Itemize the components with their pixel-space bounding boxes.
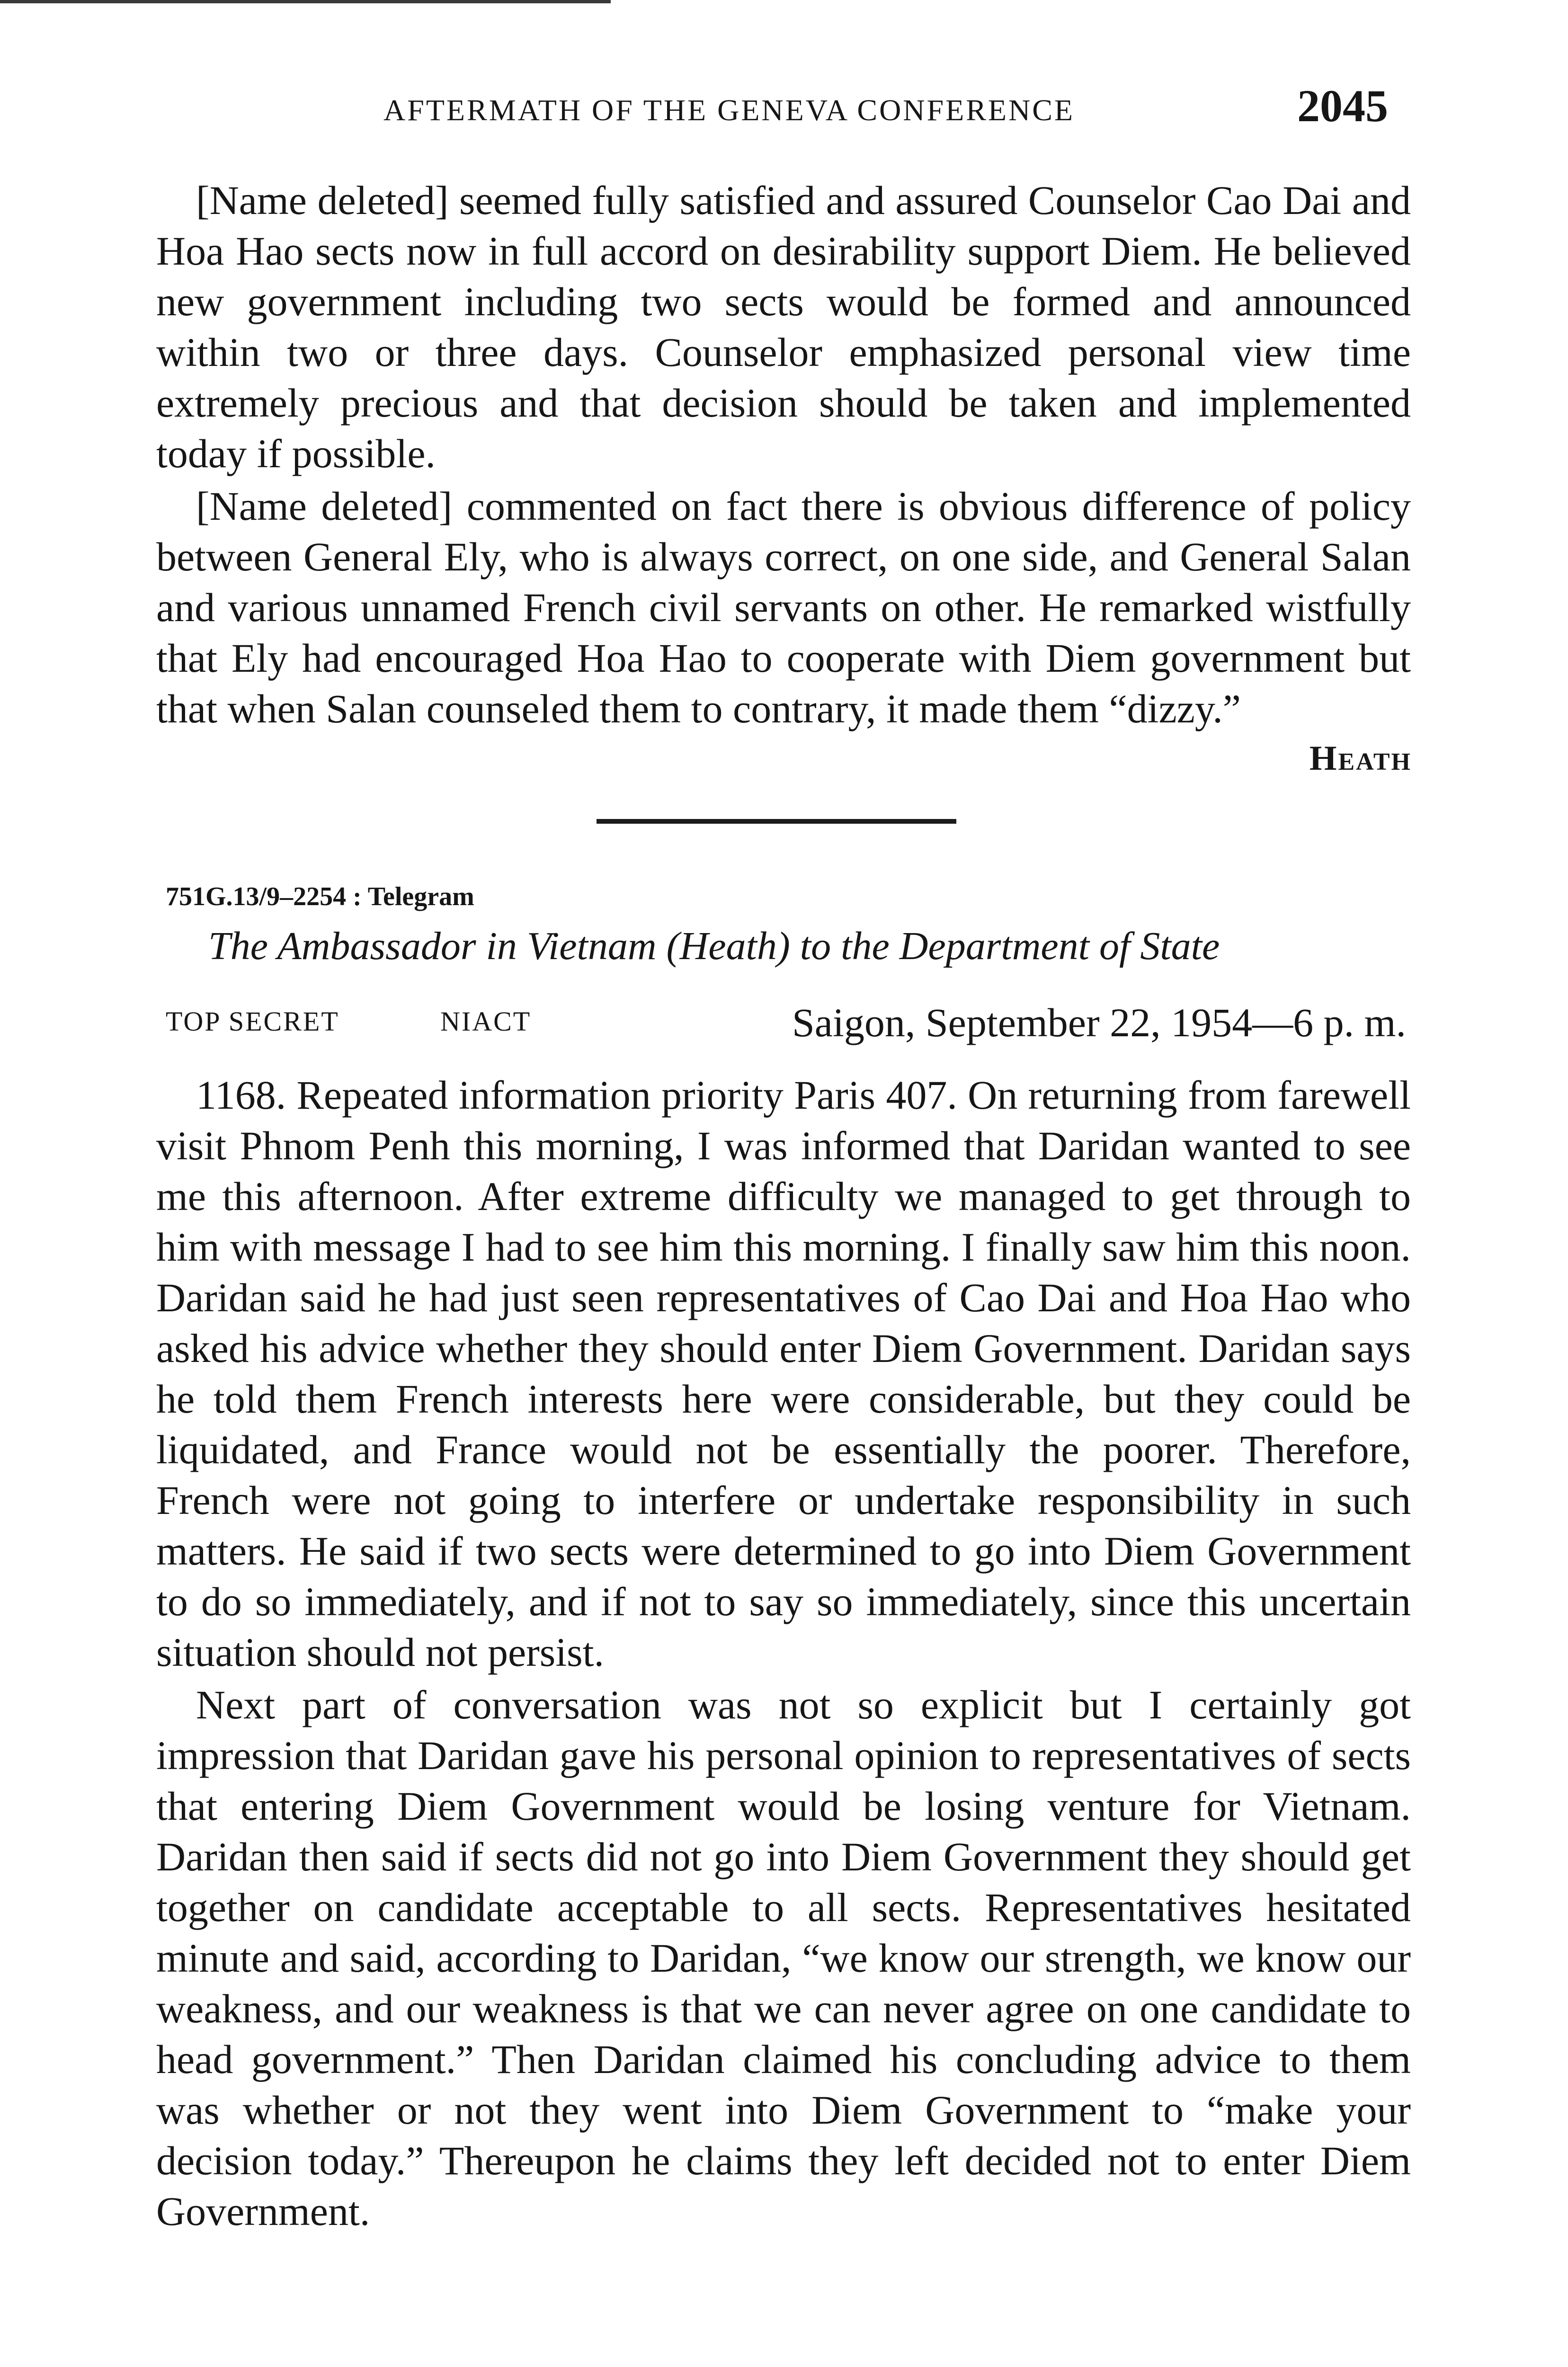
running-head: AFTERMATH OF THE GENEVA CONFERENCE — [383, 93, 1075, 127]
section-divider — [597, 819, 956, 824]
paragraph: Next part of conversation was not so explicit but I certainly got impression that Daridan gave his personal opinion to representatives of sects that entering Diem Government would be losing venture for Vietnam. Daridan then said if sects did not go into Diem Government they should get together on candidate acceptable to all sects. Representatives hesitated minute and said, according to Daridan, “we know our strength, we know our weakness, and our weakness is that we can never agree on one candidate to head government.” Then Daridan claimed his concluding advice to them was whether or not they went into Diem Government to “make your decision today.” Thereupon he claims they left decided not to enter Diem Government. — [156, 1682, 1411, 2234]
paragraph: [Name deleted] seemed fully satisfied and assured Counselor Cao Dai and Hoa Hao sects now in full accord on desirability support Diem. He believed new government including two sects would be formed and announced within two or three days. Counselor emphasized personal view time extremely precious and that decision should be taken and implemented today if possible. — [156, 178, 1411, 476]
paragraph: 1168. Repeated information priority Paris 407. On returning from farewell visit Phnom Penh this morning, I was informed that Daridan wanted to see me this afternoon. After extreme difficulty we managed to get through to him with message I had to see him this morning. I finally saw him this noon. Daridan said he had just seen representatives of Cao Dai and Hoa Hao who asked his advice whether they should enter Diem Government. Daridan says he told them French interests here were considerable, but they could be liquidated, and France would not be essentially the poorer. Therefore, French were not going to interfere or undertake responsibility in such matters. He said if two sects were determined to go into Diem Government to do so immediately, and if not to say so immediately, since this uncertain situation should not persist. — [156, 1072, 1411, 1675]
routing-label: NIACT — [440, 1006, 532, 1037]
classification-label: TOP SECRET — [166, 1006, 339, 1037]
signature: Heath — [1309, 739, 1412, 778]
preceding-telegram-body — [156, 175, 1411, 736]
page-number: 2045 — [1297, 80, 1388, 131]
telegram-body — [156, 1027, 1411, 2239]
place-date: Saigon, September 22, 1954—6 p. m. — [792, 1000, 1406, 1045]
document-reference: 751G.13/9–2254 : Telegram — [166, 882, 474, 911]
top-edge-rule — [0, 0, 611, 3]
document-title: The Ambassador in Vietnam (Heath) to the Department of State — [208, 924, 1220, 968]
paragraph: [Name deleted] commented on fact there is obvious difference of policy between General Ely, who is always correct, on one side, and General Salan and various unnamed French civil servants on other. He remarked wistfully that Ely had encouraged Hoa Hao to cooperate with Diem government but that when Salan counseled them to contrary, it made them “dizzy.” — [156, 483, 1411, 731]
